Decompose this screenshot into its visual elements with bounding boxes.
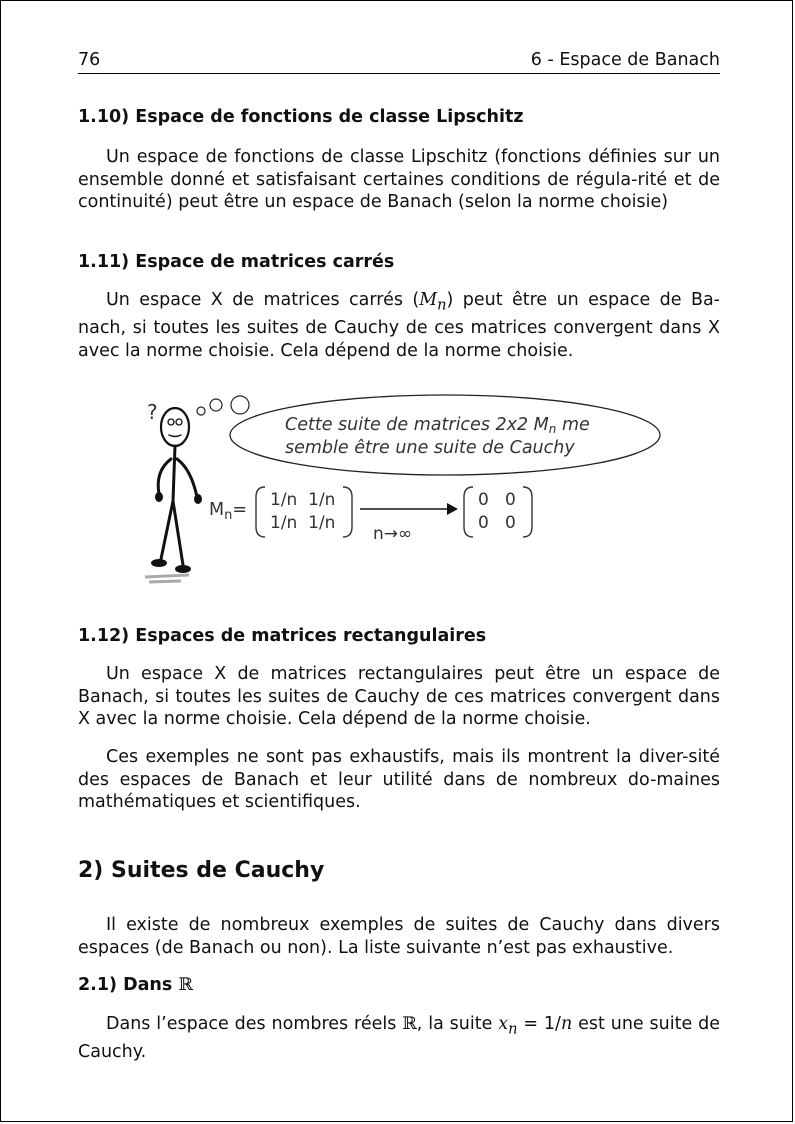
math-subscript-n: n (437, 296, 447, 314)
left-hand (155, 492, 163, 502)
reals-symbol: ℝ (178, 975, 193, 995)
math-symbol-x: x (498, 1014, 509, 1034)
bubble-text-line1: Cette suite de matrices 2x2 Mn me (285, 415, 590, 436)
illustration-svg (121, 389, 681, 599)
zero-matrix-right-bracket (523, 487, 532, 537)
text-segment: ) peut être un espace de Ba-nach, si toutes les suites de Cauchy de ces matrices convergent dans X avec la norme choisie. Cela dépend de la norme choisie. (78, 290, 720, 361)
math-symbol-n: n (560, 1014, 573, 1034)
matrix-row-1: 1/n 1/n (270, 490, 336, 510)
heading-text: 2.1) Dans (78, 975, 173, 995)
heading-2: 2) Suites de Cauchy (78, 858, 325, 883)
page-number: 76 (78, 50, 101, 70)
zero-matrix-row-1: 0 0 (478, 490, 516, 510)
running-header (78, 49, 720, 74)
paragraph-lipschitz: Un espace de fonctions de classe Lipschitz (fonctions définies sur un ensemble donné et satisfaisant certaines conditions de régula-rité et de continuité) peut être un espace de Banach (selon la norme choisie) (78, 147, 720, 212)
reals-symbol: ℝ (402, 1014, 417, 1034)
paragraph-square-matrices (78, 289, 720, 362)
zero-matrix-left-bracket (464, 487, 473, 537)
math-subscript-n: n (508, 1020, 518, 1038)
math-symbol-m: M (419, 290, 438, 310)
text-segment: , la suite (416, 1014, 493, 1034)
heading-1-11: 1.11) Espace de matrices carrés (78, 252, 395, 272)
right-foot (175, 565, 191, 573)
arrow-head-icon (447, 503, 458, 515)
heading-2-1 (78, 975, 193, 995)
ground-shadow (145, 575, 189, 582)
right-hand (194, 494, 202, 504)
bubble-text-line2: semble être une suite de Cauchy (285, 438, 575, 458)
text-segment: Un espace X de matrices carrés ( (106, 290, 420, 310)
thought-dot-medium (210, 399, 222, 411)
chapter-title: 6 - Espace de Banach (530, 50, 720, 70)
matrix-right-bracket (343, 487, 352, 537)
zero-matrix-row-2: 0 0 (478, 513, 516, 533)
stick-figure-icon (158, 408, 197, 565)
text-segment: Dans l’espace des nombres réels (106, 1014, 397, 1034)
matrix-label: $M_n=$ (209, 500, 248, 523)
paragraph-examples: Ces exemples ne sont pas exhaustifs, mais ils montrent la diver-sité des espaces de Banach et leur utilité dans de nombreux do-maines mathématiques et scientifiques. (78, 747, 720, 812)
left-foot (151, 559, 167, 567)
text-segment: est une suite de Cauchy. (78, 1014, 720, 1062)
paragraph-rectangular-matrices: Un espace X de matrices rectangulaires peut être un espace de Banach, si toutes les suites de Cauchy de ces matrices convergent dans X avec la norme choisie. Cela dépend de la norme choisie. (78, 664, 720, 729)
matrix-left-bracket (256, 487, 265, 537)
math-equals: = 1/ (517, 1014, 561, 1034)
question-mark: ? (147, 400, 158, 424)
limit-label: n→∞ (373, 524, 413, 544)
thought-dot-small (197, 407, 205, 415)
heading-1-10: 1.10) Espace de fonctions de classe Lipschitz (78, 107, 524, 127)
cauchy-illustration (121, 389, 681, 599)
matrix-row-2: 1/n 1/n (270, 513, 336, 533)
thought-dot-large (231, 396, 249, 414)
thought-bubble (230, 395, 660, 475)
paragraph-cauchy-intro: Il existe de nombreux exemples de suites de Cauchy dans divers espaces (de Banach ou non). La liste suivante n’est pas exhaustive. (78, 915, 720, 958)
heading-1-12: 1.12) Espaces de matrices rectangulaires (78, 626, 487, 646)
paragraph-reals (78, 1013, 720, 1064)
